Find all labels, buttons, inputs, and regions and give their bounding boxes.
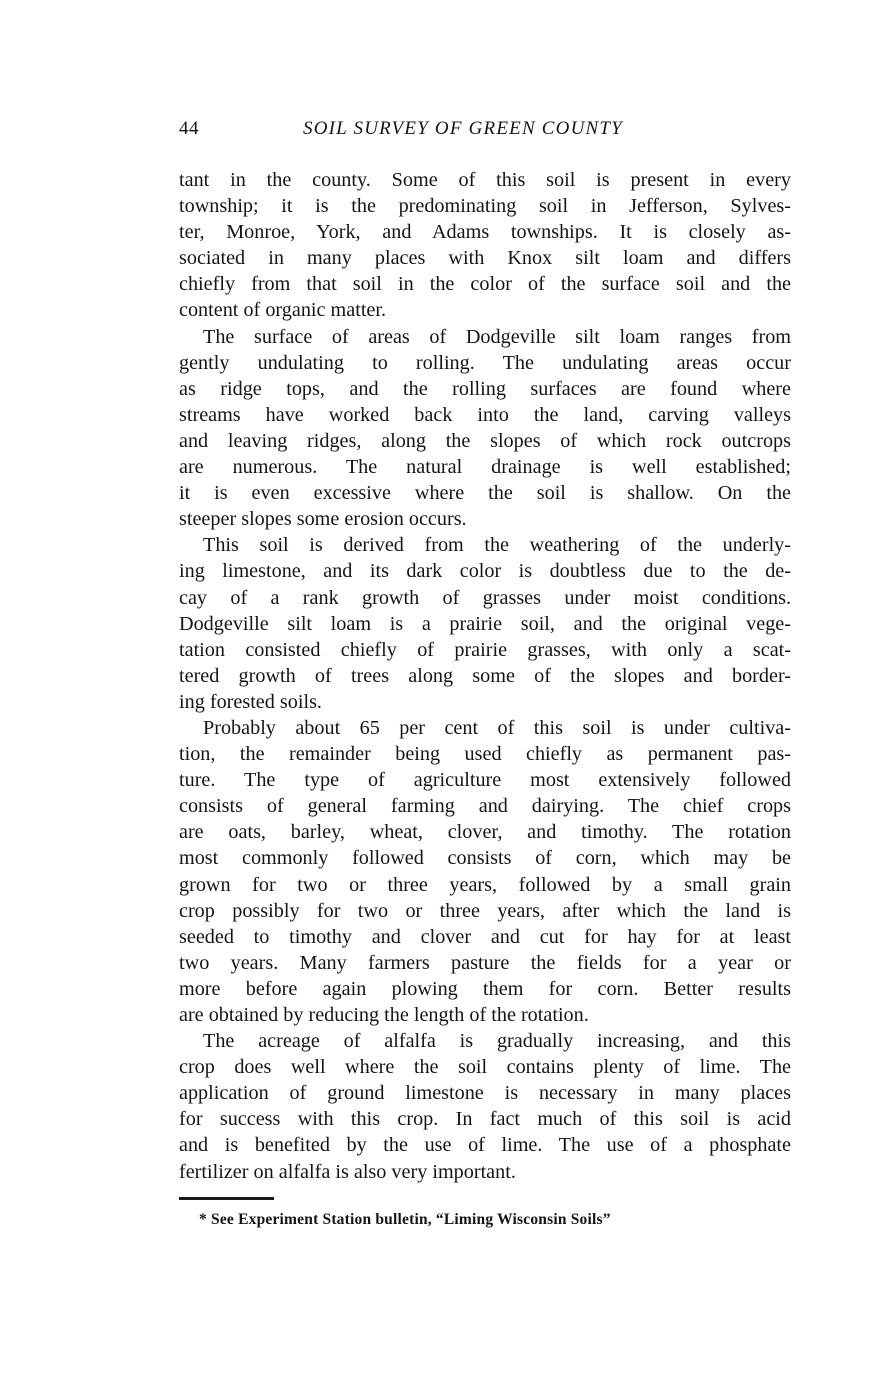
text-line: crop does well where the soil contains plenty of lime. The <box>179 1056 791 1079</box>
text-line: grown for two or three years, followed by a small grain <box>179 873 791 896</box>
text-line: it is even excessive where the soil is shallow. On the <box>179 482 791 505</box>
running-title: SOIL SURVEY OF GREEN COUNTY <box>303 118 623 139</box>
text-line: tant in the county. Some of this soil is present in every <box>179 169 791 191</box>
text-line: and is benefited by the use of lime. The use of a phosphate <box>179 1134 791 1157</box>
text-line: consists of general farming and dairying. The chief crops <box>179 795 791 818</box>
text-line: ture. The type of agriculture most extensively followed <box>179 769 791 792</box>
text-line: are oats, barley, wheat, clover, and timothy. The rotation <box>179 821 791 844</box>
text-line: two years. Many farmers pasture the fields for a year or <box>179 951 791 974</box>
text-line: The acreage of alfalfa is gradually increasing, and this <box>203 1030 791 1053</box>
text-line: chiefly from that soil in the color of the surface soil and the <box>179 273 791 296</box>
text-line: application of ground limestone is necessary in many places <box>179 1082 791 1105</box>
text-line: streams have worked back into the land, carving valleys <box>179 403 791 426</box>
text-line: cay of a rank growth of grasses under moist conditions. <box>179 586 791 609</box>
footnote: * See Experiment Station bulletin, “Liming Wisconsin Soils” <box>199 1211 611 1228</box>
text-line: steeper slopes some erosion occurs. <box>179 508 467 531</box>
text-line: more before again plowing them for corn. Better results <box>179 977 791 1000</box>
paragraph <box>179 1028 791 1185</box>
text-line: This soil is derived from the weathering of the underly- <box>203 534 791 557</box>
text-line: fertilizer on alfalfa is also very important. <box>179 1160 516 1183</box>
text-line: sociated in many places with Knox silt loam and differs <box>179 247 791 270</box>
text-line: and leaving ridges, along the slopes of which rock outcrops <box>179 429 791 452</box>
paragraph <box>179 167 791 324</box>
text-line: content of organic matter. <box>179 299 387 322</box>
text-line: are obtained by reducing the length of the rotation. <box>179 1004 589 1026</box>
text-line: ing limestone, and its dark color is doubtless due to the de- <box>179 560 791 583</box>
text-line: Probably about 65 per cent of this soil is under cultiva- <box>203 716 791 739</box>
text-line: tered growth of trees along some of the slopes and border- <box>179 664 791 687</box>
text-line: ing forested soils. <box>179 690 322 713</box>
text-line: crop possibly for two or three years, after which the land is <box>179 899 791 922</box>
text-line: for success with this crop. In fact much of this soil is acid <box>179 1108 791 1131</box>
text-line: as ridge tops, and the rolling surfaces are found where <box>179 377 791 400</box>
text-line: ter, Monroe, York, and Adams townships. It is closely as- <box>179 221 791 244</box>
paragraph <box>179 532 791 715</box>
text-line: gently undulating to rolling. The undulating areas occur <box>179 351 791 374</box>
text-line: most commonly followed consists of corn, which may be <box>179 847 791 870</box>
paragraph <box>179 715 791 1028</box>
footnote-divider <box>179 1197 274 1200</box>
text-line: The surface of areas of Dodgeville silt loam ranges from <box>203 325 791 348</box>
text-line: tation consisted chiefly of prairie grasses, with only a scat- <box>179 638 791 661</box>
text-line: Dodgeville silt loam is a prairie soil, and the original vege- <box>179 612 791 635</box>
text-line: are numerous. The natural drainage is well established; <box>179 456 791 479</box>
running-head <box>179 118 791 144</box>
text-line: seeded to timothy and clover and cut for hay for at least <box>179 925 791 948</box>
paragraph <box>179 324 791 533</box>
page-number: 44 <box>179 118 199 139</box>
body-text <box>179 167 791 1185</box>
text-line: tion, the remainder being used chiefly as permanent pas- <box>179 743 791 766</box>
text-line: township; it is the predominating soil in Jefferson, Sylves- <box>179 195 791 218</box>
